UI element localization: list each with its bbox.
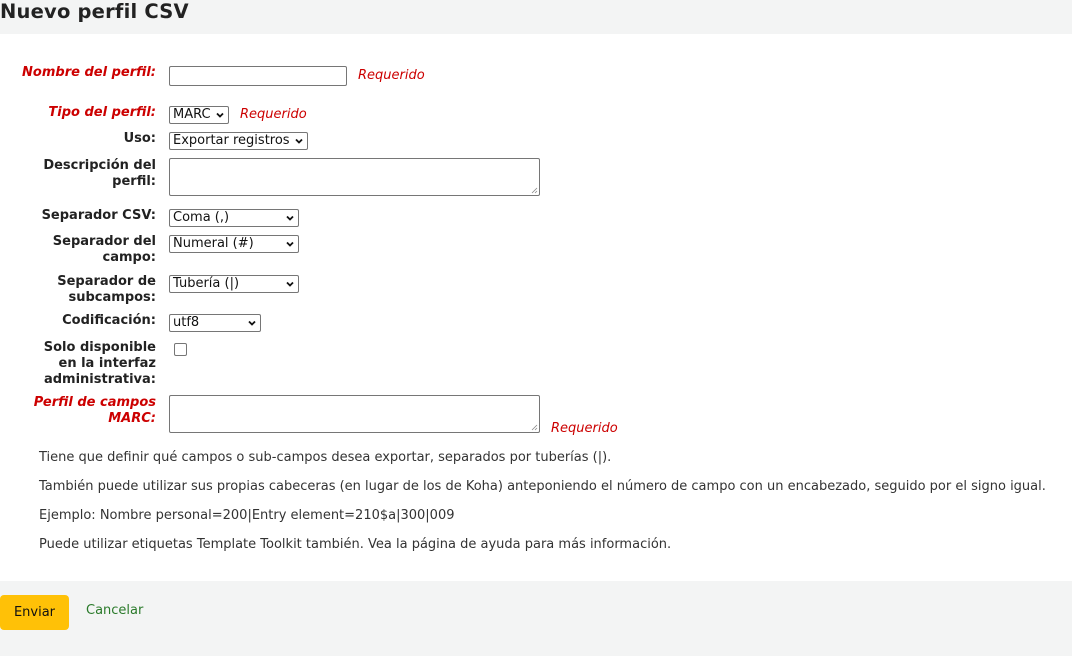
- required-note: Requerido: [240, 107, 307, 122]
- field-separator-label: Separador del campo:: [52, 234, 156, 265]
- form-actions: [0, 581, 1072, 656]
- profile-name-input[interactable]: [169, 66, 347, 86]
- chevron-down-icon: [286, 240, 294, 248]
- csv-separator-label: Separador CSV:: [41, 208, 156, 223]
- profile-type-label: Tipo del perfil:: [48, 105, 156, 120]
- marc-fields-textarea[interactable]: [169, 395, 540, 433]
- help-text: Puede utilizar etiquetas Template Toolkit también. Vea la página de ayuda para más información.: [39, 537, 672, 552]
- required-note: Requerido: [551, 421, 618, 436]
- page-title: Nuevo perfil CSV: [0, 0, 189, 23]
- description-label: Descripción del perfil:: [43, 158, 156, 189]
- chevron-down-icon: [286, 280, 294, 288]
- marc-fields-label: Perfil de campos MARC:: [33, 395, 156, 426]
- help-example: Ejemplo: Nombre personal=200|Entry element=210$a|300|009: [39, 508, 455, 523]
- profile-name-label: Nombre del perfil:: [22, 65, 156, 80]
- encoding-label: Codificación:: [62, 313, 156, 328]
- resize-grip-icon[interactable]: [531, 424, 538, 431]
- chevron-down-icon: [295, 137, 303, 145]
- resize-grip-icon[interactable]: [531, 187, 538, 194]
- chevron-down-icon: [248, 319, 256, 327]
- help-text: También puede utilizar sus propias cabeceras (en lugar de los de Koha) anteponiendo el número de campo con un encabezado, seguido por el signo igual.: [39, 479, 1046, 494]
- chevron-down-icon: [216, 111, 224, 119]
- subfield-separator-label: Separador de subcampos:: [57, 274, 156, 305]
- selected-value: Tubería (|): [173, 276, 240, 291]
- selected-value: MARC: [173, 107, 211, 122]
- selected-value: Exportar registros: [173, 133, 290, 148]
- encoding-select[interactable]: [169, 314, 261, 332]
- selected-value: Coma (,): [173, 210, 230, 225]
- page-header: [0, 0, 1072, 34]
- field-separator-select[interactable]: [169, 235, 299, 253]
- staff-only-checkbox[interactable]: [174, 343, 187, 356]
- profile-type-select[interactable]: [169, 106, 229, 124]
- cancel-link[interactable]: Cancelar: [86, 603, 144, 618]
- staff-only-label: Solo disponible en la interfaz administrativa:: [43, 340, 156, 387]
- help-text: Tiene que definir qué campos o sub-campos desea exportar, separados por tuberías (|).: [39, 450, 612, 465]
- selected-value: Numeral (#): [173, 236, 254, 251]
- usage-label: Uso:: [123, 131, 156, 146]
- subfield-separator-select[interactable]: [169, 275, 299, 293]
- usage-select[interactable]: [169, 132, 308, 150]
- required-note: Requerido: [358, 68, 425, 83]
- chevron-down-icon: [286, 214, 294, 222]
- csv-separator-select[interactable]: [169, 209, 299, 227]
- description-textarea[interactable]: [169, 158, 540, 196]
- selected-value: utf8: [173, 315, 200, 330]
- submit-button[interactable]: Enviar: [0, 595, 69, 630]
